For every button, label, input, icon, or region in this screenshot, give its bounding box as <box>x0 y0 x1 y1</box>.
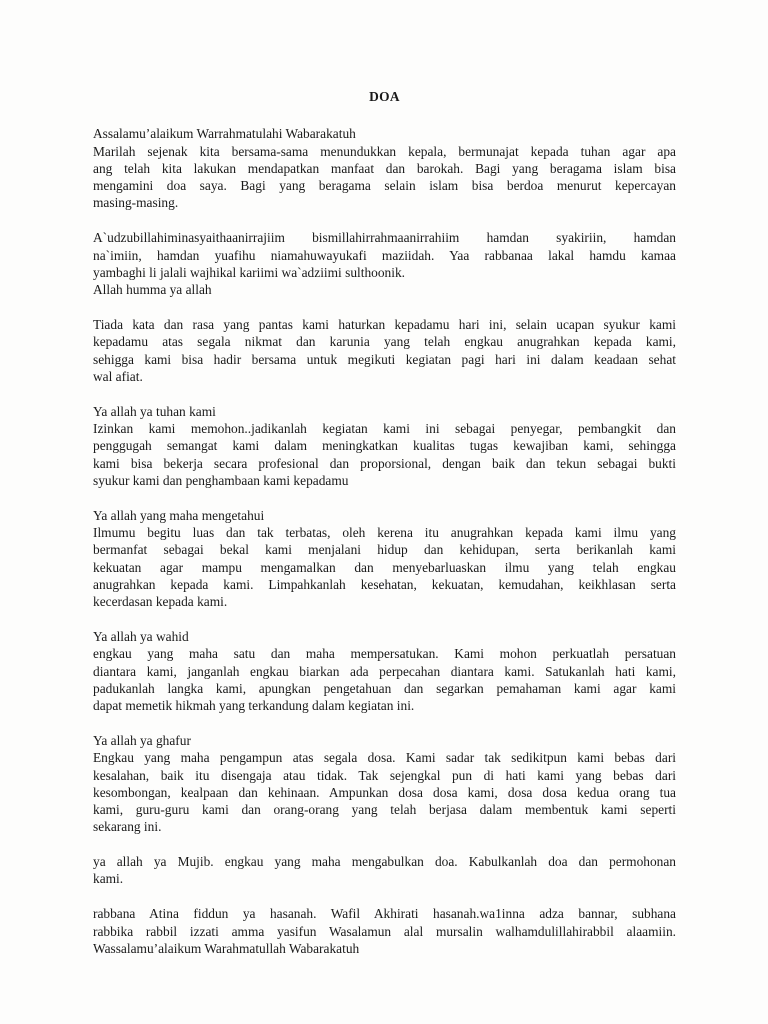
text-line: kesombongan, kealpaan dan kehinaan. Ampunkan dosa dosa kami, dosa dosa kedua orang tua <box>93 784 676 800</box>
text-line: kami, guru-guru kami dan orang-orang yang telah berjasa dalam membentuk kami seperti <box>93 802 676 818</box>
text-line: ya allah ya Mujib. engkau yang maha mengabulkan doa. Kabulkanlah doa dan permohonan <box>93 854 676 870</box>
text-line: kami. <box>93 871 124 887</box>
paragraph <box>93 905 676 957</box>
text-line: Marilah sejenak kita bersama-sama menundukkan kepala, bermunajat kepada tuhan agar apa <box>93 143 676 159</box>
paragraph <box>93 403 676 489</box>
text-line: Engkau yang maha pengampun atas segala dosa. Kami sadar tak sedikitpun kami bebas dari <box>93 750 676 766</box>
text-line: rabbana Atina fiddun ya hasanah. Wafil Akhirati hasanah.wa1inna adza bannar, subhana <box>93 906 676 922</box>
text-line: kami bisa bekerja secara profesional dan proporsional, dengan baik dan tekun sebagai bukti <box>93 455 676 471</box>
text-line: Ya allah ya ghafur <box>93 732 191 748</box>
text-line: Izinkan kami memohon..jadikanlah kegiatan kami ini sebagai penyegar, pembangkit dan <box>93 420 676 436</box>
paragraph <box>93 853 676 888</box>
text-line: diantara kami, janganlah engkau biarkan ada perpecahan diantara kami. Satukanlah hati kami, <box>93 663 676 679</box>
text-line: masing-masing. <box>93 195 179 211</box>
text-line: yambaghi li jalali wajhikal kariimi wa`adziimi sulthoonik. <box>93 264 406 280</box>
text-line: Ya allah ya wahid <box>93 628 189 644</box>
text-line: kekuatan agar mampu mengamalkan dan menyebarluaskan ilmu yang telah engkau <box>93 559 676 575</box>
text-line: Assalamu’alaikum Warrahmatulahi Wabarakatuh <box>93 126 356 142</box>
text-line: kepadamu atas segala nikmat dan karunia yang telah engkau anugrahkan kepada kami, <box>93 334 676 350</box>
text-line: sehigga kami bisa hadir bersama untuk megikuti kegiatan pagi hari ini dalam keadaan sehat <box>93 351 676 367</box>
text-line: kecerdasan kepada kami. <box>93 594 228 610</box>
paragraph <box>93 229 676 298</box>
text-line: Wassalamu’alaikum Warahmatullah Wabarakatuh <box>93 940 360 956</box>
text-line: syukur kami dan penghambaan kami kepadamu <box>93 472 349 488</box>
paragraph <box>93 316 676 385</box>
document-sections <box>93 125 676 957</box>
text-line: wal afiat. <box>93 368 143 384</box>
text-line: ang telah kita lakukan mendapatkan manfaat dan barokah. Bagi yang beragama islam bisa <box>93 160 676 176</box>
text-line: kesalahan, baik itu disengaja atau tidak. Tak sejengkal pun di hati kami yang bebas dari <box>93 767 676 783</box>
document-title: DOA <box>369 89 400 104</box>
text-line: rabbika rabbil izzati amma yasifun Wasalamun alal mursalin walhamdulillahirabbil alaamiin. <box>93 923 676 939</box>
text-line: Tiada kata dan rasa yang pantas kami haturkan kepadamu hari ini, selain ucapan syukur kami <box>93 316 676 332</box>
text-line: sekarang ini. <box>93 819 162 835</box>
text-line: padukanlah langka kami, apungkan pengetahuan dan segarkan pemahaman kami agar kami <box>93 680 676 696</box>
text-line: Ya allah yang maha mengetahui <box>93 507 265 523</box>
paragraph <box>93 125 676 211</box>
text-line: mengamini doa saya. Bagi yang beragama selain islam bisa berdoa menurut kepercayan <box>93 178 676 194</box>
text-line: penggugah semangat kami dalam meningkatkan kualitas tugas kewajiban kami, sehingga <box>93 438 676 454</box>
text-line: anugrahkan kepada kami. Limpahkanlah kesehatan, kekuatan, kemudahan, keikhlasan serta <box>93 576 676 592</box>
text-line: A`udzubillahiminasyaithaanirrajiim bismillahirrahmaanirrahiim hamdan syakiriin, hamdan <box>93 230 676 246</box>
paragraph <box>93 732 676 836</box>
text-line: Ya allah ya tuhan kami <box>93 403 216 419</box>
text-line: Allah humma ya allah <box>93 282 212 298</box>
text-line: dapat memetik hikmah yang terkandung dalam kegiatan ini. <box>93 698 415 714</box>
text-line: bermanfat sebagai bekal kami menjalani hidup dan kehidupan, serta berikanlah kami <box>93 542 676 558</box>
text-line: Ilmumu begitu luas dan tak terbatas, oleh kerena itu anugrahkan kepada kami ilmu yang <box>93 524 676 540</box>
paragraph <box>93 628 676 714</box>
text-line: engkau yang maha satu dan maha mempersatukan. Kami mohon perkuatlah persatuan <box>93 646 676 662</box>
paragraph <box>93 507 676 611</box>
document-body <box>93 88 676 975</box>
text-line: na`imiin, hamdan yuafihu niamahuwayukafi maziidah. Yaa rabbanaa lakal hamdu kamaa <box>93 247 676 263</box>
